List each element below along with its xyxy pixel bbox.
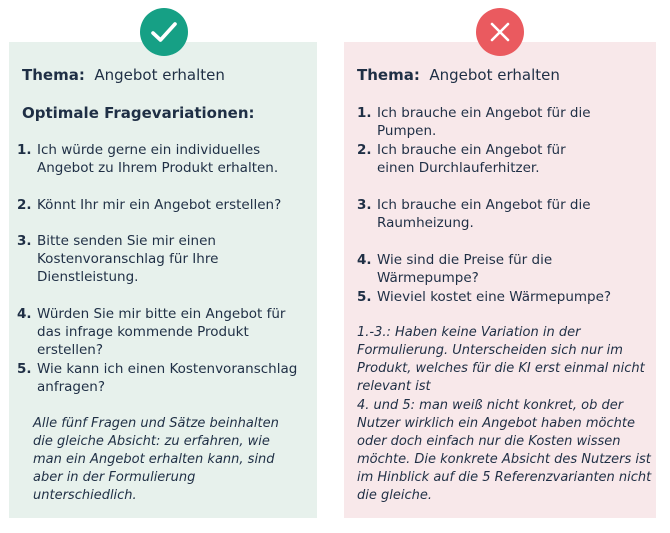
right-item-4-number: 4. <box>357 252 372 268</box>
right-list-item-3 <box>357 196 592 232</box>
left-topic-label: Thema: <box>22 66 85 84</box>
left-item-2-number: 2. <box>17 197 32 213</box>
left-subheading: Optimale Fragevariationen: <box>22 104 255 122</box>
right-list-item-2 <box>357 141 607 177</box>
left-list-item-5 <box>17 360 302 396</box>
right-list-item-5 <box>357 288 652 306</box>
right-explanation-note-2: 4. und 5: man weiß nicht konkret, ob der Nutzer wirklich ein Angebot haben möchte oder doch einfach nur die Kosten wissen möchte. Die konkrete Absicht des Nutzers ist im Hinblick auf die 5 Referenzvarianten nicht die gleiche. <box>357 398 652 503</box>
right-list-item-4 <box>357 251 652 287</box>
left-item-5-text: Wie kann ich einen Kostenvoranschlag anfragen? <box>37 361 298 395</box>
right-explanation-note-1: 1.-3.: Haben keine Variation in der Formulierung. Unterscheiden sich nur im Produkt, welches für die KI erst einmal nicht relevant ist <box>357 325 645 394</box>
right-item-2-number: 2. <box>357 142 372 158</box>
left-list-item-4 <box>17 305 307 359</box>
left-item-3-text: Bitte senden Sie mir einen Kostenvoranschlag für Ihre Dienstleistung. <box>37 233 219 285</box>
left-explanation-note: Alle fünf Fragen und Sätze beinhalten die gleiche Absicht: zu erfahren, wie man ein Angebot erhalten kann, sind aber in der Formulierung unterschiedlich. <box>33 416 279 503</box>
check-icon <box>140 8 188 56</box>
right-item-3-number: 3. <box>357 197 372 213</box>
left-item-1-number: 1. <box>17 142 32 158</box>
right-topic <box>357 66 560 84</box>
right-topic-label: Thema: <box>357 66 420 84</box>
left-item-5-number: 5. <box>17 361 32 377</box>
left-list-item-2 <box>17 196 302 214</box>
right-item-1-text: Ich brauche ein Angebot für die Pumpen. <box>377 105 591 139</box>
left-list-item-1 <box>17 141 302 177</box>
right-item-5-text: Wieviel kostet eine Wärmepumpe? <box>377 289 612 305</box>
right-item-3-text: Ich brauche ein Angebot für die Raumheizung. <box>377 197 591 231</box>
right-topic-value: Angebot erhalten <box>429 66 560 84</box>
right-item-5-number: 5. <box>357 289 372 305</box>
left-topic-value: Angebot erhalten <box>94 66 225 84</box>
right-item-4-text: Wie sind die Preise für die Wärmepumpe? <box>377 252 553 286</box>
left-item-4-number: 4. <box>17 306 32 322</box>
right-item-1-number: 1. <box>357 105 372 121</box>
left-item-3-number: 3. <box>17 233 32 249</box>
right-item-2-text: Ich brauche ein Angebot für einen Durchlauferhitzer. <box>377 142 566 176</box>
left-topic <box>22 66 225 84</box>
left-item-4-text: Würden Sie mir bitte ein Angebot für das infrage kommende Produkt erstellen? <box>37 306 286 358</box>
left-item-2-text: Könnt Ihr mir ein Angebot erstellen? <box>37 197 282 213</box>
left-item-1-text: Ich würde gerne ein individuelles Angebot zu Ihrem Produkt erhalten. <box>37 142 279 176</box>
left-list-item-3 <box>17 232 277 286</box>
right-list-item-1 <box>357 104 647 140</box>
close-icon <box>476 8 524 56</box>
